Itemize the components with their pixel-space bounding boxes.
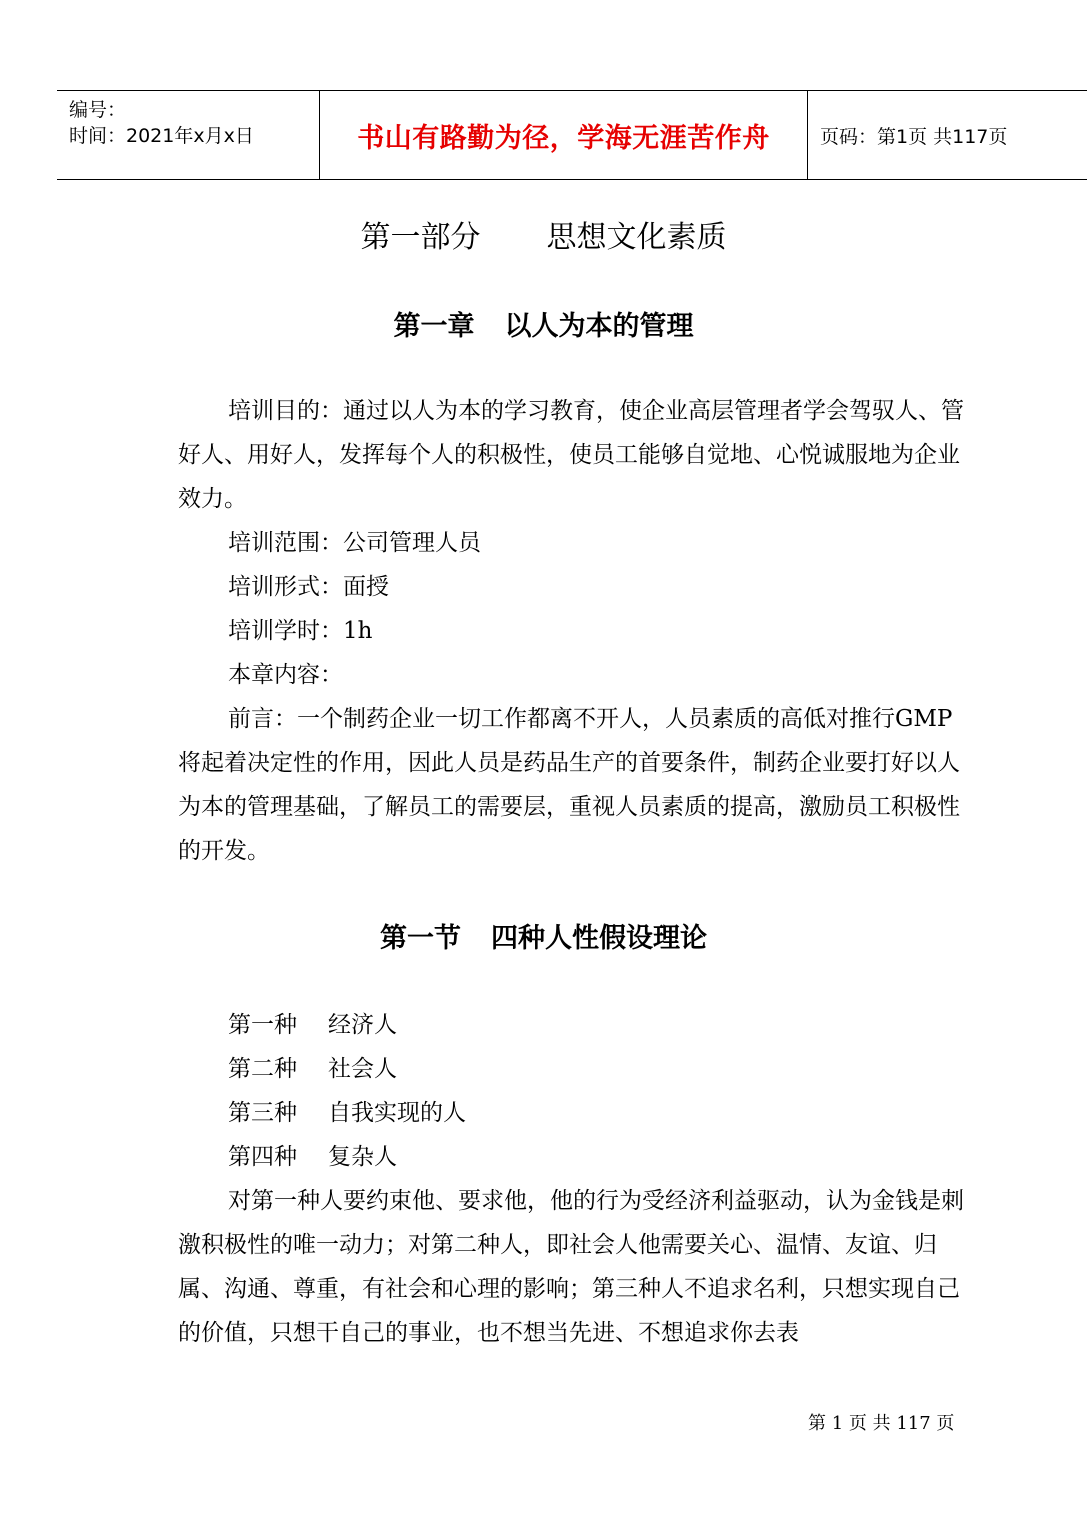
kind-label: 第三种: [228, 1100, 297, 1126]
kind-name: 社会人: [328, 1056, 397, 1082]
document-time: 时间：2021年x月x日: [69, 125, 254, 147]
kind-item: [228, 1135, 397, 1179]
kind-name: 经济人: [328, 1012, 397, 1038]
section-name: 四种人性假设理论: [491, 923, 707, 954]
kind-item: [228, 1091, 466, 1135]
kind-item: [228, 1047, 397, 1091]
header-meta-cell: [57, 91, 320, 179]
kind-label: 第四种: [228, 1144, 297, 1170]
page-footer: 第 1 页 共 117 页: [808, 1413, 955, 1434]
document-header: [57, 90, 1087, 180]
training-scope: 培训范围：公司管理人员: [228, 530, 481, 556]
preface-paragraph: 前言：一个制药企业一切工作都离不开人，人员素质的高低对推行GMP将起着决定性的作用，因此人员是药品生产的首要条件，制药企业要打好以人为本的管理基础，了解员工的需要层，重视人员素质的提高，激励员工积极性的开发。: [178, 706, 960, 864]
chapter-content-label: 本章内容：: [228, 662, 343, 688]
chapter-number: 第一章: [393, 311, 475, 342]
part-number: 第一部分: [360, 220, 481, 255]
part-title: [0, 212, 1087, 256]
training-purpose: 培训目的：通过以人为本的学习教育，使企业高层管理者学会驾驭人、管好人、用好人，发挥每个人的积极性，使员工能够自觉地、心悦诚服地为企业效力。: [178, 398, 964, 512]
part-name: 思想文化素质: [546, 220, 727, 255]
kind-name: 自我实现的人: [328, 1100, 466, 1126]
training-hours: 培训学时：1h: [228, 618, 373, 644]
section-title: [0, 916, 1087, 955]
chapter-name: 以人为本的管理: [504, 311, 694, 342]
header-page-info: 页码：第1页 共117页: [820, 125, 1008, 148]
training-form: 培训形式：面授: [228, 574, 389, 600]
header-motto: 书山有路勤为径，学海无涯苦作舟: [357, 122, 770, 154]
kind-name: 复杂人: [328, 1144, 397, 1170]
header-page-cell: [808, 91, 1087, 179]
kind-item: [228, 1003, 397, 1047]
kind-label: 第二种: [228, 1056, 297, 1082]
kind-label: 第一种: [228, 1012, 297, 1038]
chapter-title: [0, 304, 1087, 343]
header-motto-cell: [320, 91, 808, 179]
document-number-label: 编号：: [69, 99, 127, 121]
body-paragraph: 对第一种人要约束他、要求他，他的行为受经济利益驱动，认为金钱是刺激积极性的唯一动力；对第二种人，即社会人他需要关心、温情、友谊、归属、沟通、尊重，有社会和心理的影响；第三种人不追求名利，只想实现自己的价值，只想干自己的事业，也不想当先进、不想追求你去表: [178, 1188, 964, 1346]
section-number: 第一节: [380, 923, 461, 954]
